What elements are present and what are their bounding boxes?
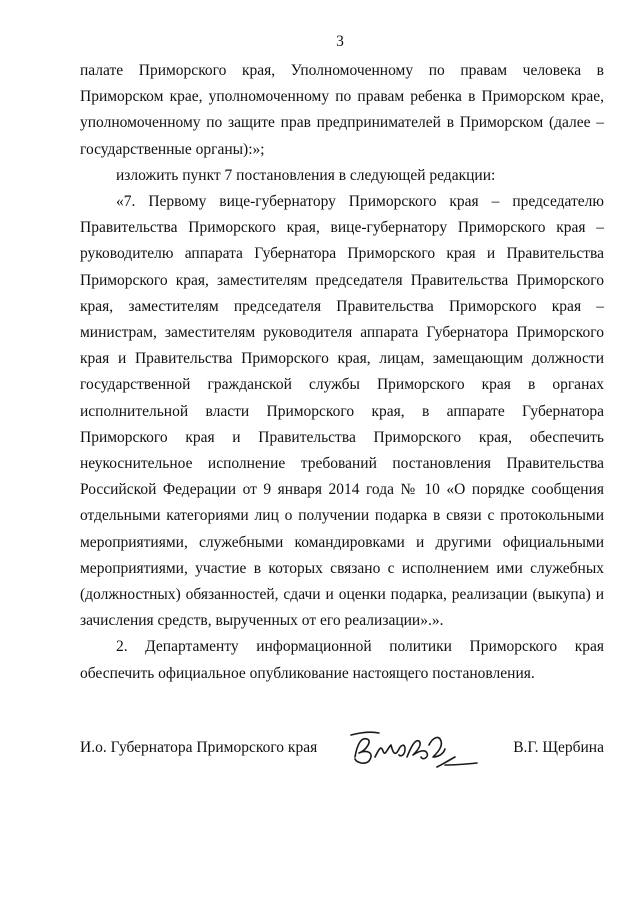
page-number: 3 — [336, 33, 344, 50]
paragraph-item-7: «7. Первому вице-губернатору Приморского края – председателю Правительства Приморского края, вице-губернатору Приморского края – руководителю аппарата Губернатора Приморского края и Правительства Приморского края, заместителям председателя Правительства Приморского края, заместителям председателя Правительства Приморского края – министрам, заместителям руководителя аппарата Губернатора Приморского края и Правительства Приморского края, лицам, замещающим должности государственной гражданской службы Приморского края в органах исполнительной власти Приморского края, в аппарате Губернатора Приморского края и Правительства Приморского края, обеспечить неукоснительное исполнение требований постановления Правительства Российской Федерации от 9 января 2014 года № 10 «О порядке сообщения отдельными категориями лиц о получении подарка в связи с протокольными мероприятиями, служебными командировками и другими официальными мероприятиями, участие в которых связано с исполнением ими служебных (должностных) обязанностей, сдачи и оценки подарка, реализации (выкупа) и зачисления средств, вырученных от его реализации».». — [80, 193, 604, 630]
signatory-name: В.Г. Щербина — [513, 739, 604, 756]
paragraph-item-2: 2. Департаменту информационной политики Приморского края обеспечить официальное опубликование настоящего постановления. — [80, 638, 604, 682]
signatory-title: И.о. Губернатора Приморского края — [80, 739, 318, 756]
paragraph-continuation: палате Приморского края, Уполномоченному по правам человека в Приморском крае, уполномоченному по правам ребенка в Приморском крае, уполномоченному по защите прав предпринимателей в Приморском (далее – государственные органы):»; — [80, 62, 604, 158]
document-body — [80, 58, 604, 687]
paragraph-amendment-intro: изложить пункт 7 постановления в следующей редакции: — [116, 166, 496, 184]
handwritten-signature — [345, 727, 480, 777]
signature-block — [80, 735, 604, 775]
